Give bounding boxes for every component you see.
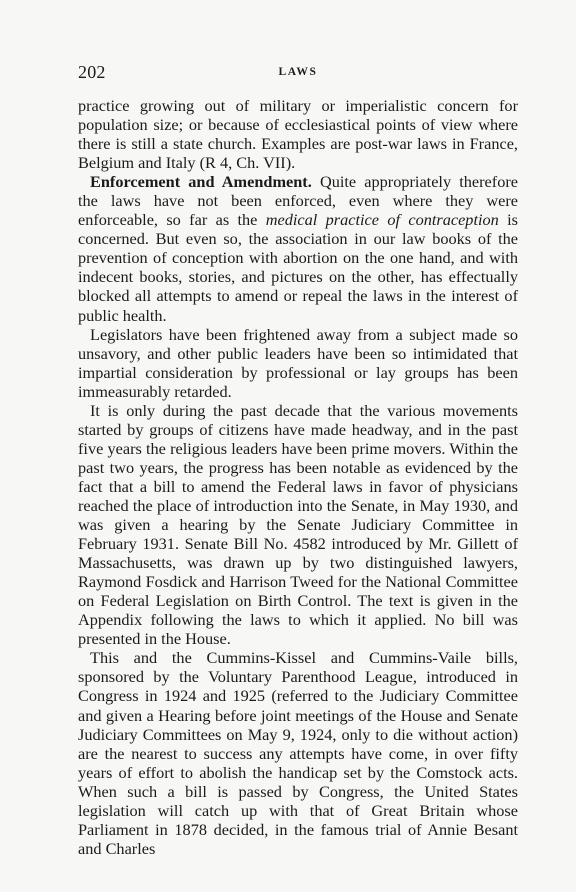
paragraph-legislators: Legislators have been frightened away from a subject made so unsavory, and other public leaders have been so intimidated that impartial consideration by professional or lay groups has been immeasurably retarded.: [78, 324, 518, 401]
section-heading-enforcement-and-amendment: Enforcement and Amendment.: [90, 172, 312, 192]
paragraph-text: is concerned. But even so, the association in our law books of the prevention of conception with abortion on the one hand, and with indecent books, stories, and pictures on the other, has effectually blocked all attempts to amend or repeal the laws in the interest of public health.: [78, 210, 518, 325]
paragraph-text: Quite appropriately therefore the laws have not been enforced, even where they were enforceable, so far as the: [78, 172, 518, 230]
paragraph-enforcement: [78, 172, 518, 324]
running-title: LAWS: [278, 66, 318, 78]
body-text: [78, 96, 518, 858]
paragraph-past-decade: It is only during the past decade that the various movements started by groups of citizens have made headway, and in the past five years the religious leaders have been prime movers. Within the past two years, the progress has been notable as evidenced by the fact that a bill to amend the Federal laws in favor of physicians reached the place of introduction into the Senate, in May 1930, and was given a hearing by the Senate Judiciary Committee in February 1931. Senate Bill No. 4582 introduced by Mr. Gillett of Massachusetts, was drawn up by two distinguished lawyers, Raymond Fosdick and Harrison Tweed for the National Committee on Federal Legislation on Birth Control. The text is given in the Appendix following the laws to which it applied. No bill was presented in the House.: [78, 400, 518, 649]
page-number: 202: [78, 62, 106, 82]
running-head: [78, 58, 518, 82]
italic-phrase: medical practice of contraception: [265, 210, 499, 230]
paragraph-continued: practice growing out of military or imperialistic concern for population size; or because of ecclesiastical points of view where there is still a state church. Examples are post-war laws in France, Belgium and Italy (R 4, Ch. VII).: [78, 96, 518, 173]
paragraph-cummins-bills: This and the Cummins-Kissel and Cummins-Vaile bills, sponsored by the Voluntary Parenthood League, introduced in Congress in 1924 and 1925 (referred to the Judiciary Committee and given a Hearing before joint meetings of the House and Senate Judiciary Committees on May 9, 1924, only to die without action) are the nearest to success any attempts have come, in over fifty years of effort to abolish the handicap set by the Comstock acts. When such a bill is passed by Congress, the United States legislation will catch up with that of Great Britain whose Parliament in 1878 decided, in the famous trial of Annie Besant and Charles: [78, 648, 518, 858]
